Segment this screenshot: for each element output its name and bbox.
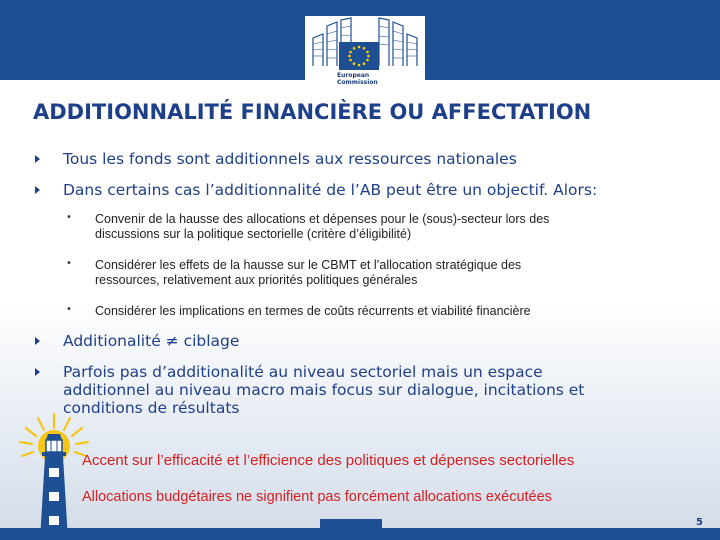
triangle-bullet-icon (35, 186, 40, 194)
bullet-3-text: Additionalité ≠ ciblage (63, 332, 240, 350)
sub-bullet-2-line2: ressources, relativement aux priorités politiques générales (95, 273, 418, 287)
triangle-bullet-icon (35, 337, 40, 345)
logo-caption-line1: European (337, 72, 370, 79)
sub-bullet-1-line1: Convenir de la hausse des allocations et dépenses pour le (sous)-secteur lors des (95, 212, 550, 226)
sub-bullet-2 (66, 258, 696, 288)
dot-bullet-icon: • (66, 304, 72, 315)
sub-bullet-3-text: Considérer les implications en termes de coûts récurrents et viabilité financière (95, 304, 531, 318)
sub-bullet-1-line2: discussions sur la politique sectorielle (critère d’éligibilité) (95, 227, 412, 241)
bullet-2-text: Dans certains cas l’additionnalité de l’AB peut être un objectif. Alors: (63, 181, 598, 199)
sub-bullet-1 (66, 212, 696, 242)
lighthouse-icon (18, 412, 90, 540)
sub-bullet-2-text (95, 258, 696, 288)
footer-flag (320, 519, 382, 540)
dot-bullet-icon: • (66, 258, 72, 269)
bullet-4 (35, 363, 695, 417)
bullet-4-text (63, 363, 695, 417)
bullet-4-line3: conditions de résultats (63, 399, 240, 417)
triangle-bullet-icon (35, 368, 40, 376)
logo-caption-line2: Commission (337, 79, 378, 86)
bullet-4-line2: additionnel au niveau macro mais focus sur dialogue, incitations et (63, 381, 585, 399)
triangle-bullet-icon (35, 155, 40, 163)
page-title: ADDITIONNALITÉ FINANCIÈRE OU AFFECTATION (33, 100, 592, 124)
accent-line-1: Accent sur l’efficacité et l’efficience des politiques et dépenses sectorielles (82, 452, 575, 469)
dot-bullet-icon: • (66, 212, 72, 223)
logo-caption (337, 72, 378, 86)
page-number: 5 (696, 517, 703, 528)
bullet-2 (35, 181, 695, 199)
ec-logo-icon (305, 16, 425, 100)
accent-line-2: Allocations budgétaires ne signifient pas forcément allocations exécutées (82, 489, 552, 505)
sub-bullet-1-text (95, 212, 696, 242)
sub-bullet-3 (66, 304, 696, 319)
bullet-1 (35, 150, 695, 168)
bullet-4-line1: Parfois pas d’additionalité au niveau sectoriel mais un espace (63, 363, 543, 381)
sub-bullet-2-line1: Considérer les effets de la hausse sur le CBMT et l’allocation stratégique des (95, 258, 522, 272)
bullet-1-text: Tous les fonds sont additionnels aux ressources nationales (63, 150, 517, 168)
bullet-3 (35, 332, 695, 350)
